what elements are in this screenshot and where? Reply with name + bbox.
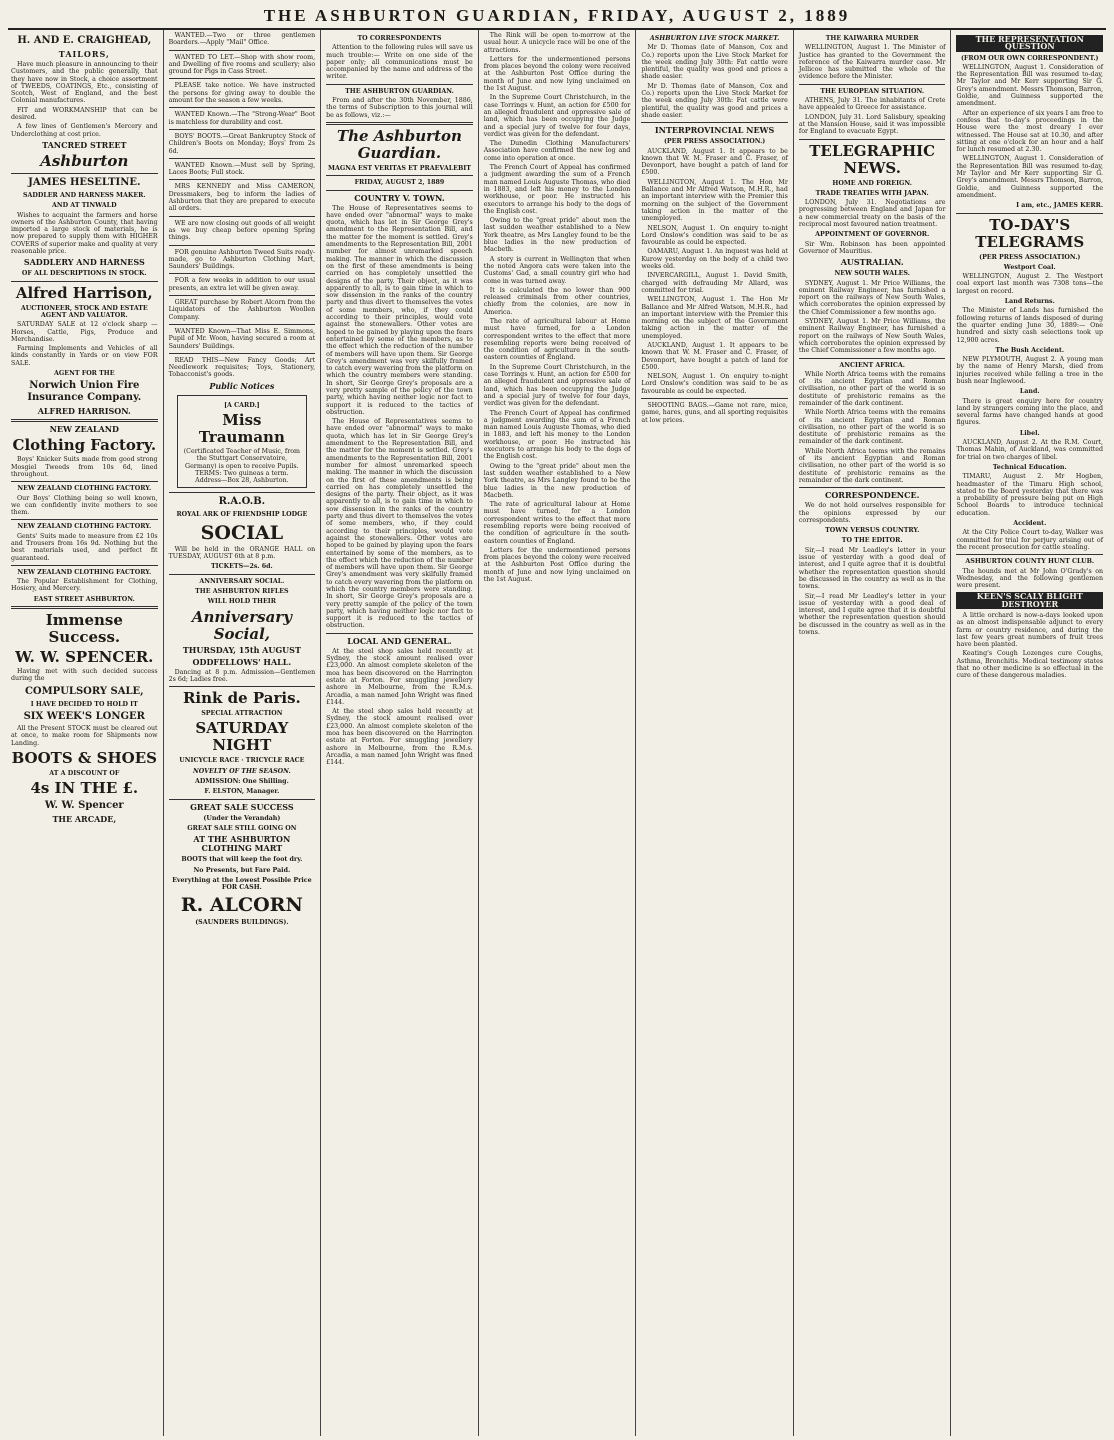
news-2: In the Supreme Court Christchurch, in the case Torrings v. Hunt, an action for £500 for an alleged fraudulent and oppressive sale of land, which has been occupying the Judge and a special jury of twelve for four days, verdict was given for the defendant. (483, 94, 631, 138)
ad-discount: AT A DISCOUNT OF (49, 769, 120, 777)
news-7: It is calculated the no lower than 900 released criminals from other countries, chiefly from the colonies, are now in America. (483, 286, 631, 316)
ad-boots: BOOTS & SHOES (11, 748, 157, 767)
inter-2: WELLINGTON, August 1. The Hon Mr Ballance and Mr Alfred Watson, M.H.R., had an important interview with the Premier this morning on the subject of the Government taking action in the matter of the unemployed. (641, 178, 788, 223)
rink-heading: Rink de Paris. (182, 689, 301, 708)
sale-mart: AT THE ASHBURTON CLOTHING MART (193, 834, 291, 854)
ad-insurance: Norwich Union Fire Insurance Company. (27, 380, 142, 404)
social-date: THURSDAY, 15th AUGUST (182, 644, 301, 655)
ad-factory4: NEW ZEALAND CLOTHING FACTORY. (17, 568, 152, 576)
ad-compulsory: COMPULSORY SALE, (24, 685, 144, 697)
leader-text-repeat: The House of Representatives seems to have ended over "abnormal" ways to make quota, which has let in Sir George Grey's amendment to the Representation Bill, and the matter for the moment is settled. Grey's amendments to the Representation Bill, 2001 number for almost unremarked speech making. The manner in which the discussion on the first of these amendments is being carried on has completely unsettled the designs of the party. Their object, as it was apparently to all, is to gain time in which to sow dissension in the ranks of the country party and thus divert to themselves the votes of some members, who, if they could according to their principles, would vote against the stonewallers. Other votes are hoped to be gained by playing upon the fears entertained by some of the members, as to the effect which the reduction of the number of members will have upon them. Sir George Grey's amendment was very skilfully framed to catch every wavering from the platform on which the country members were standing. In short, Sir George Grey's proposals are a very pretty sample of the policy of the town party, which having neither logic nor fact to support it is reduced to the tactics of obstruction. (326, 418, 473, 630)
column-4 (479, 30, 637, 1436)
classified-6: WANTED Known.—Must sell by Spring, Laces Boots; Full stock. (168, 161, 316, 177)
card-label: [A CARD.] (224, 401, 260, 409)
ad-longer-text: All the Present STOCK must be cleared out at once, to make room for Shipments now Landing. (11, 724, 158, 747)
nsw-heading: NEW SOUTH WALES. (834, 270, 910, 278)
telegrams-heading: TO-DAY'S TELEGRAMS (975, 215, 1085, 251)
telegraphic-heading: TELEGRAPHIC NEWS. (809, 141, 936, 177)
classified-9: FOR genuine Ashburton Tweed Suits ready-made, go to Ashburton Clothing Mart, Saunders' Buildings. (168, 248, 316, 271)
shooting-notice: SHOOTING BAGS.—Game not rare, mice, game, hares, guns, and all sporting requisites at low prices. (641, 402, 788, 424)
column-5 (636, 30, 794, 1436)
motto: MAGNA EST VERITAS ET PRAEVALEBIT (327, 164, 471, 172)
governor-text: Sir Wm. Robinson has been appointed Governor of Mauritius. (798, 240, 946, 255)
classified-5: BOYS' BOOTS.—Great Bankruptcy Stock of Children's Boots on Monday; Boys' from 2s 6d. (168, 132, 316, 155)
governor-heading: APPOINTMENT OF GOVERNOR. (815, 231, 930, 239)
representation-heading: THE REPRESENTATION QUESTION (956, 35, 1103, 52)
land-heading: Land Returns. (1004, 298, 1055, 306)
tech-heading: Technical Education. (992, 463, 1067, 471)
ad-auction-text2: Farming Implements and Vehicles of all kinds constantly in Yards or on view FOR SALE. (11, 345, 158, 367)
inter-5: INVERCARGILL, August 1. David Smith, charged with defrauding Mr Allard, was committed for trial. (641, 272, 788, 294)
rink-special: SPECIAL ATTRACTION (201, 710, 283, 718)
classified-11: GREAT purchase by Robert Alcorn from the Liquidators of the Ashburton Woollen Company. (168, 299, 316, 321)
ad-auction-text: SATURDAY SALE at 12 o'clock sharp — Horses, Cattle, Pigs, Produce and Merchandise. (11, 321, 158, 343)
sale-boots: BOOTS that will keep the foot dry. (181, 856, 303, 864)
africa-text-2: While North Africa teems with the remains of its ancient Egyptian and Roman civilisation, no other part of the world is so destitute of prehistoric remains as the remainder of the dark continent. (798, 409, 946, 446)
classified-10: FOR a few weeks in addition to our usual presents, an extra let will be given away. (168, 277, 316, 292)
news-6: A story is current in Wellington that when the noted Angora cats were taken into the Customs' Gad, a small country girl who had come in was turned away. (483, 255, 631, 285)
ad-street: TANCRED STREET (42, 139, 127, 150)
news-4b: The French Court of Appeal has confirmed a judgment awarding the sum of a French man named Louis Auguste Thomas, who died in 1883, and left his money to the London workhouse, or poor. He instructed his executors to arrange his body to the dogs of the English cost. (483, 409, 631, 461)
inter-3b: NELSON, August 1. On enquiry to-night Lord Onslow's condition was said to be as favourable as could be expected. (641, 373, 788, 395)
ad-factory3-text: Gents' Suits made to measure from £2 10s and Trousers from 16s 9d. Nothing but the best materials used, and perfect fit guaranteed. (11, 532, 158, 562)
european-text-2: LONDON, July 31. Lord Salisbury, speaking at the Mansion House, said it was impossible for England to evacuate Egypt. (798, 113, 946, 136)
local-heading: LOCAL AND GENERAL. (347, 635, 452, 646)
libel-heading: Libel. (1019, 429, 1040, 437)
sale-text: GREAT SALE STILL GOING ON (187, 824, 297, 832)
ad-heseltine: JAMES HESELTINE. (28, 176, 141, 188)
card-address: Address—Box 28, Ashburton. (195, 477, 289, 485)
news-5: Owing to the "great pride" about men the last sudden weather established to a New York theatre, as Mrs Langley found to be the blue ladies in the new production of Macbeth. (483, 217, 631, 254)
coal-text: WELLINGTON, August 2. The Westport coal export last month was 7308 tons—the largest on record. (956, 273, 1104, 295)
ad-firm-fit: FIT and WORKMANSHIP that can be desired. (11, 106, 158, 122)
murder-text: WELLINGTON, August 1. The Minister of Justice has granted to the Government the reference of the Kaiwarra murder case. Mr Jellicoe has submitted the whole of the evidence before the Minister. (798, 44, 946, 81)
local-text: At the steel shop sales held recently at Sydney, the stock amount realised over £23,000. An almost complete skeleton of the moa has been discovered on the Harrington estate at Forton. For smuggling jewellery ashore in Melbourne, from the R.M.s. Arcadia, a man named John Wright was fined £144. (326, 647, 473, 706)
card-name: Miss Traumann (198, 410, 285, 446)
masthead-title: THE ASHBURTON GUARDIAN, FRIDAY, AUGUST 2, 1889 (263, 6, 851, 25)
news-2b: In the Supreme Court Christchurch, in the case Torrings v. Hunt, an action for £500 for an alleged fraudulent and oppressive sale of land, which has been occupying the Judge and a special jury of twelve for four days, verdict was given for the defendant. (483, 363, 631, 408)
representation-text-3: WELLINGTON, August 1. Consideration of the Representation Bill was resumed to-day, Mr Taylor and Mr Kerr supporting Sir G. Grey's amendment. Messrs Thomson, Barron, Goldie, and Guinness supported the amendment. (956, 155, 1104, 199)
news-1b: Letters for the undermentioned persons from places beyond the colony were received at the Ashburton Post Office during the month of June and now lying unclaimed on the 1st August. (483, 546, 631, 584)
masthead (8, 4, 1106, 30)
subscription-heading: THE ASHBURTON GUARDIAN. (345, 87, 454, 95)
ad-rate: 4s IN THE £. (30, 779, 139, 798)
social-text: Will be held in the ORANGE HALL on TUESDAY, AUGUST 6th at 8 p.m. (168, 545, 316, 561)
ad-arcade: THE ARCADE, (52, 814, 117, 825)
ad-success: Immense Success. (45, 611, 123, 647)
nsw-text-2: SYDNEY, August 1. Mr Price Williams, the eminent Railway Engineer, has furnished a report on the railways of New South Wales, which corroborates the opinion expressed by the Chief Commissioner a few months ago. (798, 318, 946, 355)
ad-town: Ashburton (40, 151, 129, 170)
column-6 (794, 30, 952, 1436)
town-country-text: Sir,—I read Mr Leadley's letter in your issue of yesterday with a good deal of interest, and I quite agree that it is doubtful whether the representation question should be discussed in the country as well as in the towns. (798, 546, 946, 591)
nsw-text: SYDNEY, August 1. Mr Price Williams, the eminent Railway Engineer, has furnished a report on the railways of New South Wales, which corroborates the opinion expressed by the Chief Commissioner a few months ago. (798, 279, 946, 316)
ad-factory2-text: Our Boys' Clothing being so well known, we can confidently invite mothers to see them. (11, 494, 158, 517)
livestock-text: Mr D. Thomas (late of Manson, Cox and Co.) reports upon the Live Stock Market for the week ending July 30th: Fat cattle were plentiful, the quality was good and prices a shade easier. (641, 44, 788, 81)
public-notices-heading: Public Notices (209, 380, 275, 391)
ad-saddlery-sub: OF ALL DESCRIPTIONS IN STOCK. (21, 270, 147, 278)
ad-harrison-sign: ALFRED HARRISON. (37, 406, 131, 417)
rink-admission: ADMISSION: One Shilling. (194, 778, 289, 786)
classified-12: WANTED Known—That Miss E. Simmons, Pupil of Mr. Woon, having secured a room at Saunders' Buildings. (168, 327, 316, 350)
ad-tinwald: AND AT TINWALD (52, 202, 117, 210)
sale-heading: GREAT SALE SUCCESS (190, 801, 294, 812)
accident-text: At the City Police Court to-day, Walker was committed for trial for perjury arising out of the recent prosecution for cattle stealing. (956, 529, 1104, 551)
ad-agent-for: AGENT FOR THE (54, 370, 115, 378)
sale-everything: Everything at the Lowest Possible Price FOR CASH. (172, 876, 312, 892)
column-7 (951, 30, 1108, 1436)
social-hall: ODDFELLOWS' HALL. (192, 656, 292, 667)
european-heading: THE EUROPEAN SITUATION. (820, 87, 925, 95)
social-heading: SOCIAL (200, 521, 284, 544)
rink-races: UNICYCLE RACE · TRICYCLE RACE (179, 757, 305, 765)
rink-manager: F. ELSTON, Manager. (204, 788, 280, 796)
alcorn-address: (SAUNDERS BUILDINGS). (195, 919, 289, 927)
tech-text: TIMARU, August 2. Mr Hogben, headmaster of the Timaru High school, stated to the Board yesterday that there was a probability of pressure being put on High School Boards to introduce technical education. (956, 473, 1104, 517)
land2-text: There is great enquiry here for country land by strangers coming into the place, and several farms have changed hands at good figures. (956, 397, 1104, 427)
news-3: The Dunedin Clothing Manufacturers' Association have confirmed the new log and come into operation at once. (483, 140, 631, 162)
classified-13: READ THIS—New Fancy Goods; Art Needlework requisites; Toys, Stationery, Tobacconist's goods. (168, 356, 316, 379)
blight-text: A little orchard is now-a-days looked upon as an almost indispensable adjunct to every farm or country residence, and during the last few years great numbers of fruit trees have been planted. (956, 612, 1104, 649)
rink-novelty: NOVELTY OF THE SEASON. (193, 767, 291, 775)
european-text: ATHENS, July 31. The inhabitants of Crete have appealed to Greece for assistance. (798, 97, 946, 112)
africa-text: While North Africa teems with the remains of its ancient Egyptian and Roman civilisation, no other part of the world is so destitute of prehistoric remains as the remainder of the dark continent. (798, 370, 946, 407)
ad-longer: SIX WEEK'S LONGER (23, 710, 145, 722)
home-foreign: HOME AND FOREIGN. (832, 179, 912, 187)
inter-3: NELSON, August 1. On enquiry to-night Lord Onslow's condition was said to be as favourable as could be expected. (641, 224, 788, 247)
columns (6, 30, 1108, 1436)
representation-sub: (FROM OUR OWN CORRESPONDENT.) (960, 54, 1099, 62)
to-editor: TO THE EDITOR. (841, 537, 903, 545)
rink-saturday: SATURDAY NIGHT (195, 719, 289, 755)
ad-saddler: SADDLER AND HARNESS MAKER. (22, 191, 146, 199)
news-top: The Rink will be open to-morrow at the usual hour. A unicycle race will be one of the attractions. (483, 32, 631, 54)
classified-2: WANTED TO LET.—Shop with show room, and Dwelling of five rooms and scullery; also ground for Pigs in Cass Street. (168, 53, 316, 76)
raob-heading: R.A.O.B. (218, 496, 266, 508)
rifles-name: THE ASHBURTON RIFLES (195, 587, 289, 595)
classified-7: MRS KENNEDY and Miss CAMERON, Dressmakers, beg to inform the ladies of Ashburton that they are prepared to execute all orders. (168, 183, 316, 213)
nameplate: The Ashburton Guardian. (336, 126, 462, 162)
news-8b: The rate of agricultural labour at Home must have turned, for a London correspondent writes to the effect that more resembling reports were being received of the condition of agriculture in the south-eastern counties of England. (483, 501, 631, 545)
land2-heading: Land. (1019, 388, 1040, 396)
africa-text-3: While North Africa teems with the remains of its ancient Egyptian and Roman civilisation, no other part of the world is so destitute of prehistoric remains as the remainder of the dark continent. (798, 447, 946, 484)
ad-firm-sub: TAILORS, (58, 49, 110, 59)
africa-heading: ANCIENT AFRICA. (839, 361, 905, 369)
blight-heading: KEEN'S SCALY BLIGHT DESTROYER (956, 592, 1103, 609)
card-terms: TERMS: Two guineas a term. (195, 469, 289, 477)
libel-text: AUCKLAND, August 2. At the R.M. Court, Thomas Mahin, of Auckland, was committed for trial on two charges of libel. (956, 439, 1104, 461)
representation-signed: I am, etc., JAMES KERR. (1016, 202, 1104, 210)
ad-firm: H. AND E. CRAIGHEAD, (17, 35, 152, 46)
bush-text: NEW PLYMOUTH, August 2. A young man by the name of Henry Marsh, died from injuries received while felling a tree in the bush near Inglewood. (956, 356, 1104, 385)
ad-spencer: W. W. SPENCER. (15, 648, 154, 667)
ad-spencer2: W. W. Spencer (44, 800, 124, 812)
lodge-name: ROYAL ARK OF FRIENDSHIP LODGE (176, 511, 308, 519)
inter-4: OAMARU, August 1. An inquest was held at Kurow yesterday on the body of a child two weeks old. (641, 248, 788, 271)
ad-clothing-factory: Clothing Factory. (12, 436, 157, 455)
town-country-text-2: Sir,—I read Mr Leadley's letter in your issue of yesterday with a good deal of interest, and I quite agree that it is doubtful whether the representation question should be discussed in the country as well as in the towns. (798, 592, 946, 636)
bush-heading: The Bush Accident. (995, 346, 1065, 354)
coal-heading: Westport Coal. (1003, 263, 1056, 271)
ad-factory4-addr: EAST STREET ASHBURTON. (33, 595, 135, 603)
representation-text: WELLINGTON, August 1. Consideration of the Representation Bill was resumed to-day, Mr Taylor and Mr Kerr supporting Sir G. Grey's amendment. Messrs Thomson, Barron, Goldie, and Guinness supported the amendment. (956, 63, 1104, 108)
japan-heading: TRADE TREATIES WITH JAPAN. (815, 189, 929, 197)
ad-saddler-text: Wishes to acquaint the farmers and horse owners of the Ashburton County, that having imported a large stock of materials, he is now prepared to supply them with HIGHER COVERS of superior make and quality at very reasonable price. (11, 211, 158, 256)
subscription-text: From and after the 30th November, 1886, the terms of Subscription to this journal will be as follows, viz.:— (326, 97, 473, 119)
corr-text: Attention to the following rules will save us much trouble:— Write on one side of the paper only; all communications must be accompanied by the name and address of the writer. (326, 44, 473, 81)
ad-nz: NEW ZEALAND (49, 424, 119, 435)
town-country-heading: TOWN VERSUS COUNTRY. (825, 527, 920, 535)
inter-1: AUCKLAND, August 1. It appears to be known that W. M. Fraser and C. Fraser, of Devonport, have bought a patch of land for £500. (641, 147, 788, 177)
news-4: The French Court of Appeal has confirmed a judgment awarding the sum of a French man named Louis Auguste Thomas, who died in 1883, and left his money to the London workhouse, or poor. He instructed his executors to arrange his body to the dogs of the English cost. (483, 164, 631, 215)
correspondence-note: We do not hold ourselves responsible for the opinions expressed by our correspondents. (798, 502, 946, 524)
inter-1b: AUCKLAND, August 1. It appears to be known that W. M. Fraser and C. Fraser, of Devonport, have bought a patch of land for £500. (641, 341, 788, 371)
dancing-text: Dancing at 8 p.m. Admission—Gentlemen 2s 6d; Ladies free. (168, 668, 316, 683)
leader-heading: COUNTRY V. TOWN. (354, 192, 445, 203)
classified-4: WANTED Known.—The "Strong-Wear" Boot is matchless for durability and cost. (168, 111, 316, 126)
interprovincial-press: (PER PRESS ASSOCIATION.) (663, 138, 766, 146)
land-text: The Minister of Lands has furnished the following returns of lands disposed of during the quarter ending June 30, 1889:— One hundred and sixty cash selections took up 12,900 acres. (956, 307, 1104, 344)
ad-factory-text: Boys' Knicker Suits made from good strong Mosgiel Tweeds from 10s 6d, lined throughout. (11, 456, 158, 478)
ad-factory2: NEW ZEALAND CLOTHING FACTORY. (17, 485, 152, 493)
column-1 (6, 30, 164, 1436)
anniv-label: ANNIVERSARY SOCIAL. (199, 577, 285, 585)
livestock-heading: ASHBURTON LIVE STOCK MARKET. (649, 35, 780, 42)
ad-firm-text: Have much pleasure in announcing to their Customers, and the public generally, that they have now in Stock, a choice assortment of TWEEDS, COATINGS, Etc., consisting of Scotch, West of England, and the best Colonial manufactures. (11, 61, 158, 105)
corr-heading: TO CORRESPONDENTS (357, 35, 442, 42)
column-2 (164, 30, 322, 1436)
will-hold: WILL HOLD THEIR (207, 598, 276, 606)
news-8: The rate of agricultural labour at Home must have turned, for a London correspondent writes to the effect that more resembling reports were being received of the condition of agriculture in the south-eastern counties of England. (483, 317, 631, 362)
inter-2b: WELLINGTON, August 1. The Hon Mr Ballance and Mr Alfred Watson, M.H.R., had an important interview with the Premier this morning on the subject of the Government taking action in the matter of the unemployed. (641, 296, 788, 340)
interprovincial-heading: INTERPROVINCIAL NEWS (654, 125, 775, 136)
ad-factory3: NEW ZEALAND CLOTHING FACTORY. (17, 523, 152, 531)
issue-date: FRIDAY, AUGUST 2, 1889 (354, 179, 445, 187)
sale-presents: No Presents, but Fare Paid. (193, 866, 291, 874)
local-text-repeat: At the steel shop sales held recently at Sydney, the stock amount realised over £23,000. An almost complete skeleton of the moa has been discovered on the Harrington estate at Forton. For smuggling jewellery ashore in Melbourne, from the R.M.s. Arcadia, a man named John Wright was fined £144. (326, 708, 473, 767)
news-5b: Owing to the "great pride" about men the last sudden weather established to a New York theatre, as Mrs Langley found to be the blue ladies in the new production of Macbeth. (483, 462, 631, 499)
classified-1: WANTED.—Two or three gentlemen Boarders.—Apply "Mail" Office. (168, 32, 316, 47)
japan-text: LONDON, July 31. Negotiations are progressing between England and Japan for a new commercial treaty on the basis of the reciprocal most favoured nation treatment. (798, 199, 946, 229)
murder-heading: THE KAIWARRA MURDER (825, 35, 919, 42)
ad-factory4-text: The Popular Establishment for Clothing, Hosiery, and Mercery. (11, 578, 158, 593)
card-text: (Certificated Teacher of Music, from the Stuttgart Conservatoire, Germany) is open to receive Pupils. (183, 447, 301, 470)
telegrams-press: (PER PRESS ASSOCIATION.) (979, 253, 1081, 261)
ad-harrison: Alfred Harrison, (15, 283, 153, 302)
blight-text-2: Keating's Cough Lozenges cure Coughs, Asthma, Bronchitis. Medical testimony states that no other medicine is so effectual in the cure of these dangerous maladies. (956, 650, 1104, 680)
representation-text-2: After an experience of six years I am free to confess that to-day's proceedings in the House were the most dreary I ever witnessed. The House sat at 10.30, and after sitting at one o'clock for an hour and a half for lunch resumed at 2.30. (956, 109, 1104, 154)
anniversary-social: Anniversary Social, (191, 607, 292, 643)
alcorn-name: R. ALCORN (180, 894, 303, 917)
ad-decided: I HAVE DECIDED TO HOLD IT (30, 700, 138, 708)
ad-firm-note: A few lines of Gentlemen's Mercery and Underclothing at cost price. (11, 123, 158, 138)
livestock-text-2: Mr D. Thomas (late of Manson, Cox and Co.) reports upon the Live Stock Market for the week ending July 30th: Fat cattle were plentiful, the quality was good and prices a shade easier. (641, 82, 788, 119)
news-1: Letters for the undermentioned persons from places beyond the colony were received at the Ashburton Post Office during the month of June and now lying unclaimed on the 1st August. (483, 55, 631, 93)
leader-text: The House of Representatives seems to have ended over "abnormal" ways to make quota, which has let in Sir George Grey's amendment to the Representation Bill, and the matter for the moment is settled. Grey's amendments to the Representation Bill, 2001 number for almost unremarked speech making. The manner in which the discussion on the first of these amendments is being carried on has completely unsettled the designs of the party. Their object, as it was apparently to all, is to gain time in which to sow dissension in the ranks of the country party and thus divert to themselves the votes of some members, who, if they could according to their principles, would vote against the stonewallers. Other votes are hoped to be gained by playing upon the fears entertained by some of the members, as to the effect which the reduction of the number of members will have upon them. Sir George Grey's amendment was very skilfully framed to catch every wavering from the platform on which the country members were standing. In short, Sir George Grey's proposals are a very pretty sample of the policy of the town party, which having neither logic nor fact to support it is reduced to the tactics of obstruction. (326, 204, 473, 416)
accident-heading: Accident. (1013, 520, 1047, 528)
social-tickets: TICKETS—2s. 6d. (211, 563, 273, 571)
classified-8: WE are now closing out goods of all weight as we buy cheap before opening Spring things. (168, 219, 316, 242)
hunt-text: The hounds met at Mr John O'Grady's on Wednesday, and the following gentlemen were present. (956, 567, 1104, 590)
hunt-heading: ASHBURTON COUNTY HUNT CLUB. (965, 558, 1095, 566)
ad-spencer-text: Having met with such decided success during the (11, 668, 158, 683)
ad-auctioneer: AUCTIONEER, STOCK AND ESTATE AGENT AND VALUATOR. (20, 304, 148, 319)
correspondence-heading: CORRESPONDENCE. (824, 490, 920, 501)
sale-sub: (Under the Verandah) (203, 814, 281, 822)
card-box (177, 395, 308, 489)
classified-3: PLEASE take notice. We have instructed the persons for giving away to double the amount for the season a few weeks. (168, 82, 316, 105)
australian-heading: AUSTRALIAN. (840, 257, 904, 268)
column-3 (321, 30, 479, 1436)
ad-saddlery: SADDLERY AND HARNESS (23, 257, 145, 268)
